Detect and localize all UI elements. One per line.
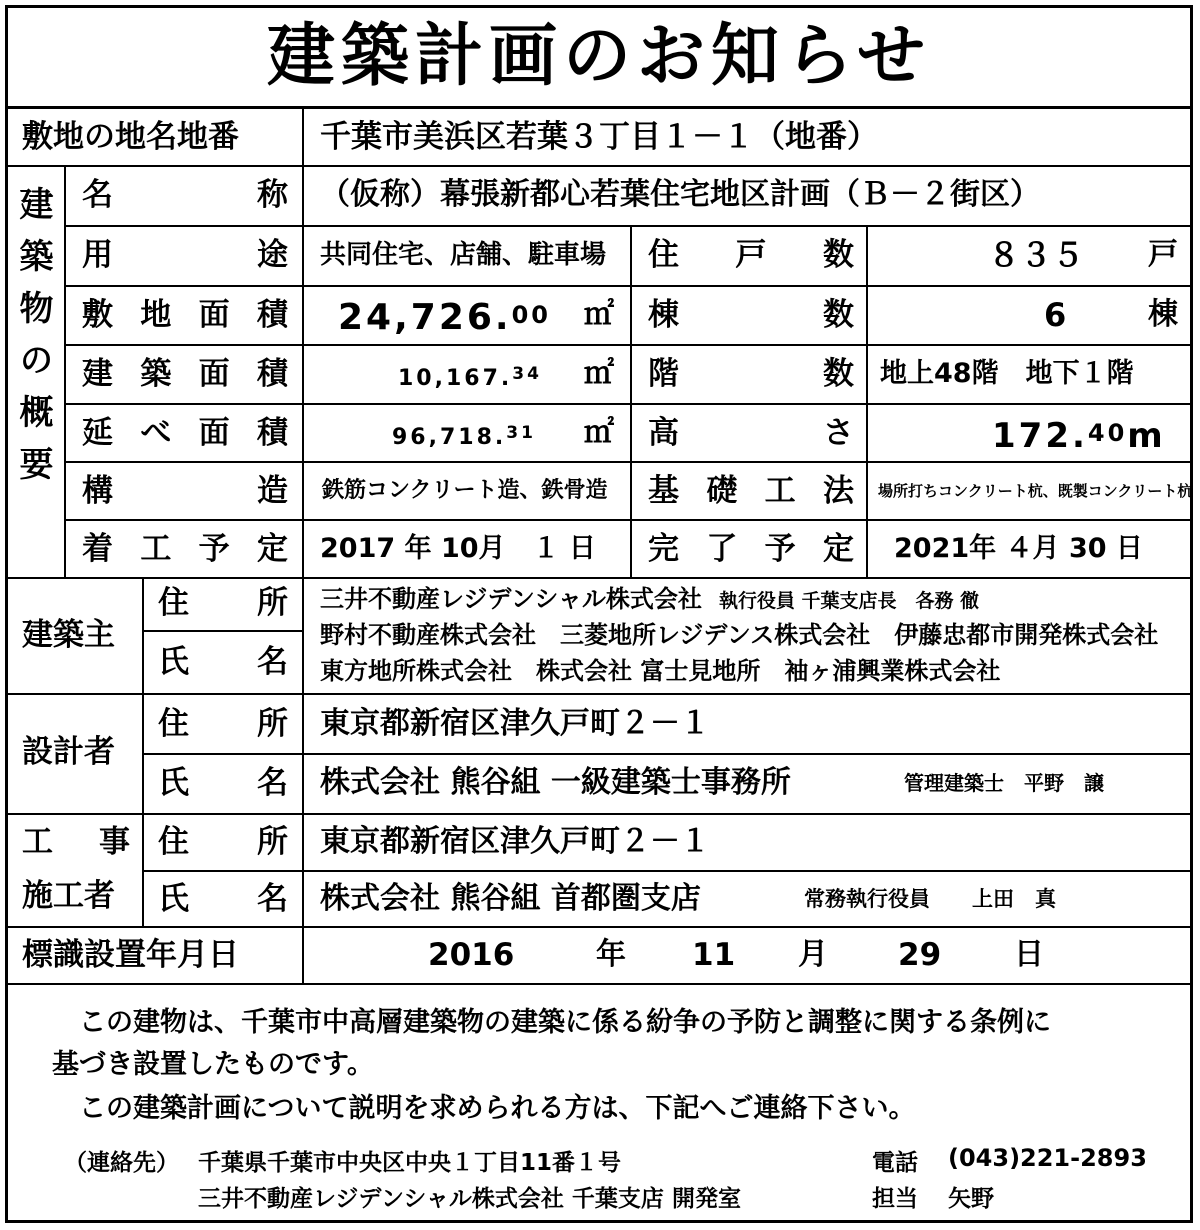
posted-date-label: 標識設置年月日 [22,937,239,973]
floor-area-unit: ㎡ [584,415,614,450]
structure-label: 構 造 [82,473,288,509]
buildings-unit: 棟 [1148,297,1178,332]
owner-line-1: 三井不動産レジデンシャル株式会社 執行役員 千葉支店長 各務 徹 [320,585,980,613]
foundation-value: 場所打ちコンクリート杭、既製コンクリート杭 [878,482,1193,500]
foundation-label: 基 礎 工 法 [648,473,854,509]
contact-person-label: 担当 [872,1186,918,1212]
notice-paragraph-1-line-2: 基づき設置したものです。 [52,1049,374,1080]
divider [64,165,66,577]
posted-year: 2016 [428,937,515,973]
building-area-unit: ㎡ [584,356,614,391]
divider [866,225,868,577]
finish-date: 2021年 ４月 30 日 [894,533,1143,564]
phone-label: 電話 [872,1150,918,1176]
floor-area-label: 延 べ 面 積 [82,415,288,451]
posted-month: 11 [692,937,736,973]
site-label: 敷地の地名地番 [22,119,239,155]
units-unit: 戸 [1148,237,1178,272]
use-value: 共同住宅、店舗、駐車場 [320,240,607,270]
posted-month-unit: 月 [798,937,828,972]
finish-label: 完 了 予 定 [648,531,854,567]
site-area-value: 24,726.00 [338,297,552,338]
use-label: 用 途 [82,237,288,273]
owner-label: 建築主 [22,617,115,653]
site-area-unit: ㎡ [584,297,614,332]
floors-value: 地上48階 地下１階 [880,358,1134,389]
posted-day-unit: 日 [1014,937,1044,972]
divider [630,225,632,577]
contact-company: 三井不動産レジデンシャル株式会社 千葉支店 開発室 [198,1186,741,1212]
notice-paragraph-2: この建築計画について説明を求められる方は、下記へご連絡下さい。 [52,1093,916,1124]
page-title: 建築計画のお知らせ [267,17,931,96]
notice-paragraph-1-line-1: この建物は、千葉市中高層建築物の建築に係る紛争の予防と調整に関する条例に [52,1007,1051,1038]
start-date: 2017 年 10月 １ 日 [320,533,596,564]
contractor-label-1: 工 事 [22,824,130,860]
building-plan-notice-board [5,5,1193,1223]
designer-architect: 管理建築士 平野 譲 [904,771,1104,795]
building-summary-label: 建築物の概要 [13,186,53,498]
divider [8,983,1190,985]
contractor-address: 東京都新宿区津久戸町２－１ [320,824,710,859]
divider [142,577,144,926]
contractor-label-2: 施工者 [22,878,115,914]
owner-name-label: 氏 名 [158,644,288,680]
divider [302,106,304,983]
designer-label: 設計者 [22,734,115,770]
building-area-label: 建 築 面 積 [82,356,288,392]
designer-address: 東京都新宿区津久戸町２－１ [320,706,710,741]
contractor-name-label: 氏 名 [158,881,288,917]
designer-name: 株式会社 熊谷組 一級建築士事務所 [320,765,791,800]
units-label: 住 戸 数 [648,237,854,273]
name-label: 名 称 [82,177,288,213]
posted-day: 29 [898,937,942,973]
floors-label: 階 数 [648,356,854,392]
project-name: （仮称）幕張新都心若葉住宅地区計画（Ｂ－２街区） [320,177,1040,212]
site-value: 千葉市美浜区若葉３丁目１－１（地番） [320,119,878,155]
contact-label: （連絡先） [64,1150,179,1176]
designer-address-label: 住 所 [158,706,288,742]
site-area-label: 敷 地 面 積 [82,297,288,333]
buildings-label: 棟 数 [648,297,854,333]
buildings-value: 6 [1044,296,1067,334]
contractor-officer: 常務執行役員 上田 真 [804,887,1056,911]
designer-name-label: 氏 名 [158,765,288,801]
floor-area-value: 96,718.31 [392,423,536,450]
divider [142,630,302,632]
start-label: 着 工 予 定 [82,531,288,567]
owner-line-3: 東方地所株式会社 株式会社 富士見地所 袖ヶ浦興業株式会社 [320,657,1001,685]
contact-person: 矢野 [948,1186,994,1212]
owner-address-label: 住 所 [158,585,288,621]
contractor-address-label: 住 所 [158,824,288,860]
owner-line-2: 野村不動産株式会社 三菱地所レジデンス株式会社 伊藤忠都市開発株式会社 [320,621,1159,649]
phone-number: (043)221-2893 [948,1144,1147,1172]
contact-address: 千葉県千葉市中央区中央１丁目11番１号 [198,1150,622,1176]
height-value: 172.40m [992,416,1166,456]
height-label: 高 さ [648,415,854,451]
units-value: ８３５ [988,236,1085,274]
divider [8,693,1190,695]
building-area-value: 10,167.34 [398,364,542,391]
structure-value: 鉄筋コンクリート造、鉄骨造 [322,478,608,503]
posted-year-unit: 年 [596,937,626,972]
contractor-name: 株式会社 熊谷組 首都圏支店 [320,881,701,916]
